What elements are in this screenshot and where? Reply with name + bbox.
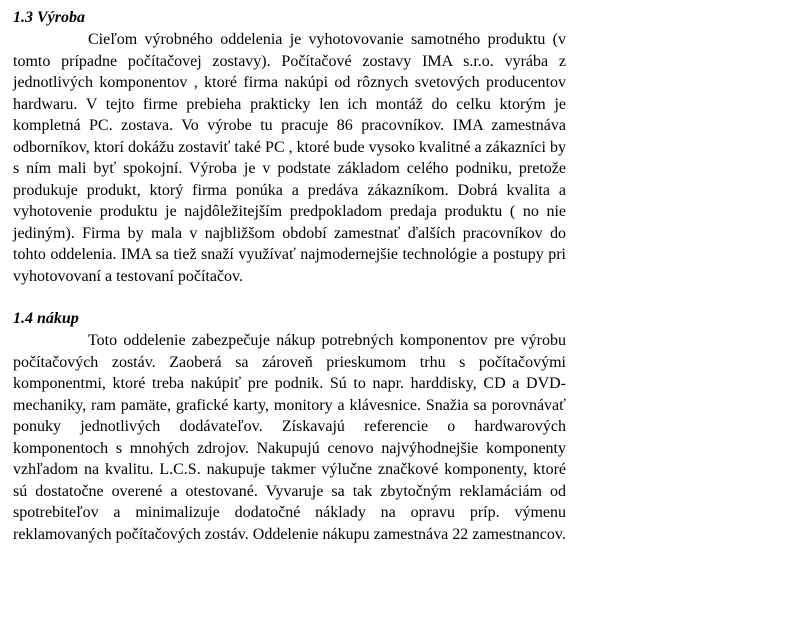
document-page [13, 8, 566, 545]
section-heading: 1.3 Výroba [13, 9, 85, 26]
section-nakup [13, 309, 566, 545]
section-paragraph: Cieľom výrobného oddelenia je vyhotovovanie samotného produktu (v tomto prípadne počítačovej zostavy). Počítačové zostavy IMA s.r.o. vyrába z jednotlivých komponentov , ktoré firma nakúpi od rôznych svetových producentov hardwaru. V tejto firme prebieha prakticky len ich montáž do celku ktorým je kompletná PC. zostava. Vo výrobe tu pracuje 86 pracovníkov. IMA zamestnáva odborníkov, ktorí dokážu zostaviť také PC , ktoré bude vysoko kvalitné a zákazníci by s ním mali byť spokojní. Výroba je v podstate základom celého podniku, pretože produkuje produkt, ktorý firma ponúka a predáva zákazníkom. Dobrá kvalita a vyhotovenie produktu je najdôležitejším predpokladom predaja produktu ( no nie jediným). Firma by mala v najbližšom období zamestnať ďalších pracovníkov do tohto oddelenia. IMA sa tiež snaží využívať najmodernejšie technológie a postupy pri vyhotovovaní a testovaní počítačov. [13, 31, 566, 285]
section-paragraph: Toto oddelenie zabezpečuje nákup potrebných komponentov pre výrobu počítačových zostáv. Zaoberá sa zároveň prieskumom trhu s počítačovými komponentmi, ktoré treba nakúpiť pre podnik. Sú to napr. harddisky, CD a DVD-mechaniky, ram pamäte, grafické karty, monitory a klávesnice. Snažia sa porovnávať ponuky jednotlivých dodávateľov. Získavajú referencie o hardwarových komponentoch s mnohých zdrojov. Nakupujú cenovo najvýhodnejšie komponenty vzhľadom na kvalitu. L.C.S. nakupuje takmer výlučne značkové komponenty, ktoré sú dostatočne overené a otestované. Vyvaruje sa tak zbytočným reklamáciám od spotrebiteľov a minimalizuje dodatočné náklady na opravu príp. výmenu reklamovaných počítačových zostáv. Oddelenie nákupu zamestnáva 22 zamestnancov. [13, 332, 566, 543]
section-vyroba [13, 8, 566, 287]
section-heading: 1.4 nákup [13, 310, 79, 327]
